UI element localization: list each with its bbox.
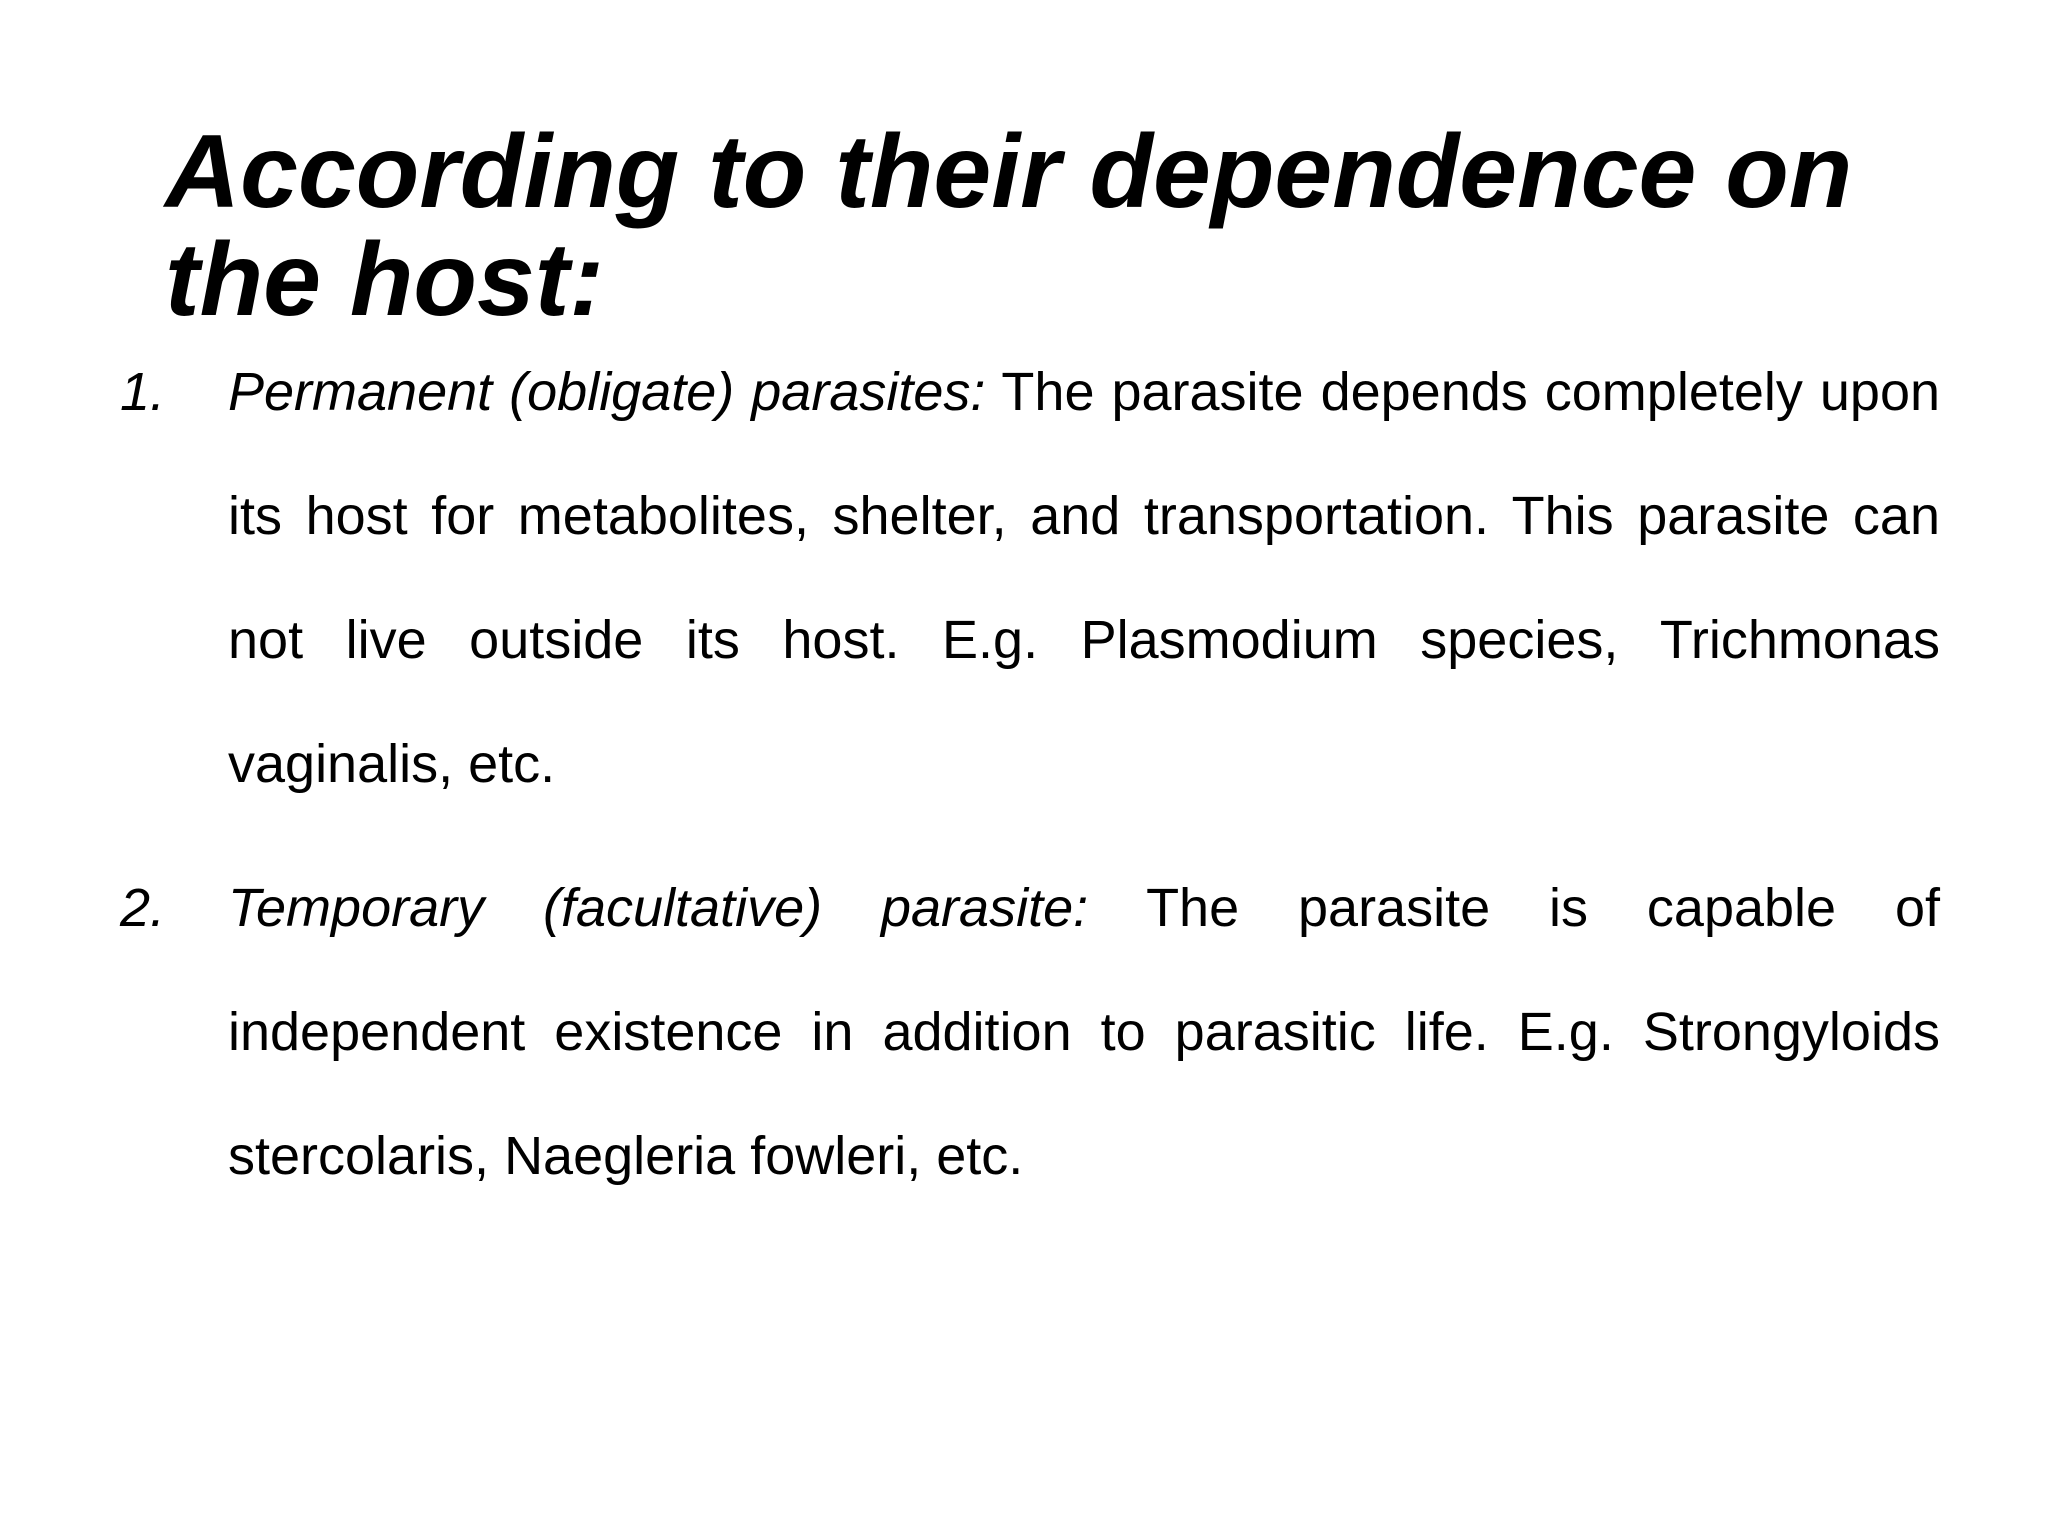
list-item-text — [228, 846, 1940, 1218]
list-item-permanent-parasites — [120, 330, 1940, 826]
parasite-type-list — [120, 330, 1940, 1238]
list-item-temporary-parasite — [120, 846, 1940, 1218]
description-permanent-obligate-parasites: The parasite depends completely upon its host for metabolites, shelter, and transportation. This parasite can not live outside its host. E.g. Plasmodium species, Trichmonas vaginalis, etc. — [228, 362, 1941, 794]
slide-title: According to their dependence on the host: — [165, 114, 1853, 338]
term-temporary-facultative-parasite: Temporary (facultative) parasite: — [228, 878, 1089, 938]
list-item-number: 2. — [120, 878, 166, 938]
list-item-number: 1. — [120, 362, 166, 422]
list-item-text — [228, 330, 1940, 826]
term-permanent-obligate-parasites: Permanent (obligate) parasites: — [228, 362, 986, 422]
description-temporary-facultative-parasite: The parasite is capable of independent existence in addition to parasitic life. E.g. Strongyloids stercolaris, Naegleria fowleri, etc. — [228, 878, 1941, 1186]
